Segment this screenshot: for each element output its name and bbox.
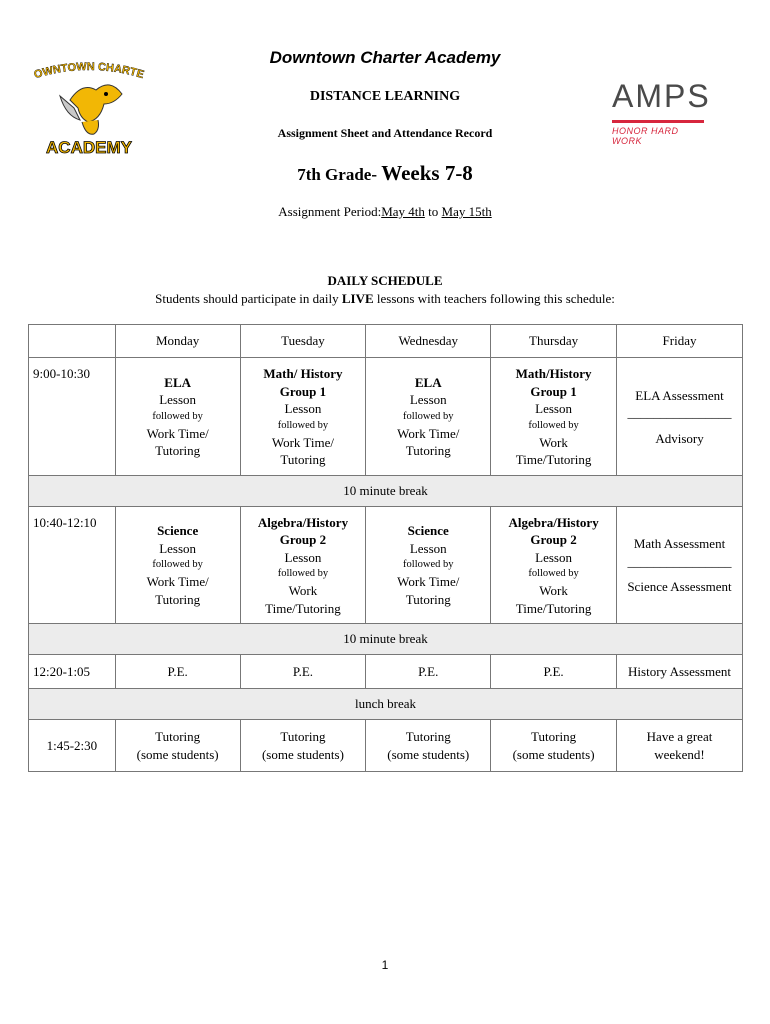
cell-subject: Math/History — [515, 366, 592, 381]
cell-text: Have a great — [646, 729, 713, 744]
cell-text: Work — [288, 583, 318, 598]
cell-text: Lesson — [284, 401, 322, 416]
cell-small-text: followed by — [403, 559, 454, 571]
cell-text: Tutoring — [405, 591, 451, 607]
day-header: Tuesday — [240, 325, 366, 358]
cell-text: Tutoring — [155, 729, 201, 744]
cell-small-text: followed by — [528, 568, 579, 579]
cell-small-text: followed by — [277, 568, 329, 579]
cell-small-text: followed by — [403, 410, 454, 422]
time-slot: 1:45-2:30 — [29, 720, 116, 772]
assignment-period — [0, 204, 770, 220]
cell-subject: ELA — [164, 374, 192, 390]
cell-text: (some students) — [136, 746, 219, 762]
instructions-text: Students should participate in daily — [155, 291, 342, 306]
cell-subject: Science — [407, 523, 449, 539]
time-header — [29, 325, 116, 358]
schedule-table — [28, 324, 743, 772]
friday-cell: History Assessment — [617, 655, 743, 689]
cell-text: Tutoring — [280, 452, 326, 467]
break-label: lunch break — [29, 689, 743, 720]
schedule-cell — [491, 358, 617, 476]
table-row — [29, 720, 743, 772]
cell-group: Group 1 — [279, 383, 327, 399]
cell-text: Tutoring — [531, 729, 577, 744]
cell-text: Lesson — [535, 401, 572, 416]
school-logo — [30, 60, 148, 160]
cell-text: (some students) — [512, 746, 595, 762]
page-number: 1 — [381, 958, 389, 972]
instructions-text-end: lessons with teachers following this schedule: — [373, 291, 615, 306]
cell-subject: ELA — [414, 374, 442, 390]
cell-text: Tutoring — [405, 443, 451, 459]
schedule-cell — [240, 506, 366, 624]
cell-small-text: followed by — [152, 410, 203, 422]
grade-prefix: 7th Grade- — [297, 165, 377, 184]
schedule-cell — [366, 506, 491, 624]
time-slot: 10:40-12:10 — [29, 506, 116, 624]
schedule-cell — [491, 506, 617, 624]
schedule-cell — [115, 506, 240, 624]
cell-subject: Math/ History — [263, 366, 343, 381]
time-slot: 9:00-10:30 — [29, 358, 116, 476]
cell-small-text: followed by — [528, 419, 579, 431]
schedule-cell — [366, 720, 491, 772]
schedule-cell: P.E. — [115, 655, 240, 689]
break-row — [29, 624, 743, 655]
break-label: 10 minute break — [29, 475, 743, 506]
schedule-cell — [115, 358, 240, 476]
friday-cell — [617, 358, 743, 476]
grade-weeks: Weeks 7-8 — [381, 161, 473, 185]
cell-rule: ________________ — [627, 553, 732, 569]
cell-subject: Science — [157, 523, 199, 539]
school-name: Downtown Charter Academy — [269, 48, 501, 67]
amps-logo-tagline: HONOR HARD WORK — [612, 126, 679, 146]
instructions-live: LIVE — [341, 291, 374, 306]
schedule-cell — [240, 358, 366, 476]
cell-small-text: followed by — [152, 559, 203, 571]
schedule-cell — [366, 358, 491, 476]
daily-schedule-heading: DAILY SCHEDULE — [327, 273, 443, 288]
friday-cell — [617, 720, 743, 772]
cell-text: Lesson — [409, 540, 447, 556]
cell-text: Time/Tutoring — [265, 600, 341, 616]
cell-text: Lesson — [409, 392, 447, 408]
cell-text: Work Time/ — [146, 574, 209, 590]
cell-subject: Algebra/History — [257, 514, 349, 530]
cell-text: Lesson — [535, 549, 572, 565]
cell-text: weekend! — [654, 746, 705, 762]
document-subtitle: Assignment Sheet and Attendance Record — [277, 126, 493, 140]
break-label: 10 minute break — [29, 624, 743, 655]
cell-text: ELA Assessment — [635, 387, 724, 403]
cell-text: Tutoring — [155, 591, 201, 607]
cell-text: Advisory — [655, 430, 704, 446]
cell-text: (some students) — [387, 746, 470, 762]
period-end: May 15th — [441, 204, 492, 219]
day-header: Monday — [115, 325, 240, 358]
cell-text: Time/Tutoring — [515, 452, 592, 467]
schedule-cell — [240, 720, 366, 772]
schedule-cell: P.E. — [366, 655, 491, 689]
logo-bottom-text: ACADEMY — [46, 138, 132, 157]
cell-rule: ________________ — [627, 405, 732, 420]
cell-group: Group 2 — [279, 532, 327, 547]
period-label: Assignment Period: — [278, 204, 382, 219]
period-to: to — [428, 204, 439, 219]
period-start: May 4th — [381, 204, 425, 219]
cell-text: Math Assessment — [633, 536, 726, 551]
cell-text: Science Assessment — [627, 579, 732, 594]
friday-cell — [617, 506, 743, 624]
schedule-cell: P.E. — [491, 655, 617, 689]
cell-text: Lesson — [159, 540, 197, 556]
cell-text: Lesson — [284, 549, 322, 565]
table-row — [29, 655, 743, 689]
table-row — [29, 506, 743, 624]
amps-logo-word: AMPS — [612, 78, 711, 114]
break-row — [29, 689, 743, 720]
logo-top-text: OWNTOWN CHARTE — [32, 60, 146, 82]
schedule-cell — [491, 720, 617, 772]
grade-heading — [0, 161, 770, 186]
cell-text: Tutoring — [405, 729, 451, 744]
cell-text: Work Time/ — [146, 425, 209, 441]
cell-text: Tutoring — [280, 729, 326, 744]
cell-subject: Algebra/History — [508, 514, 599, 530]
cell-text: Work — [539, 583, 568, 598]
cell-group: Group 2 — [530, 532, 577, 547]
cell-text: Lesson — [159, 392, 197, 408]
document-title: DISTANCE LEARNING — [309, 89, 461, 104]
amps-logo-bar — [612, 120, 704, 123]
cell-small-text: followed by — [277, 419, 329, 431]
cell-text: Work Time/ — [397, 425, 460, 441]
cell-text: Work Time/ — [397, 574, 460, 590]
schedule-cell: P.E. — [240, 655, 366, 689]
cell-text: Work Time/ — [271, 434, 335, 450]
cell-text: Time/Tutoring — [515, 600, 592, 616]
cell-text: Work — [539, 434, 568, 450]
day-header: Wednesday — [366, 325, 491, 358]
time-slot: 12:20-1:05 — [29, 655, 116, 689]
cell-text: (some students) — [261, 746, 344, 762]
day-header: Thursday — [491, 325, 617, 358]
schedule-cell — [115, 720, 240, 772]
table-row — [29, 358, 743, 476]
table-header-row — [29, 325, 743, 358]
schedule-instructions — [0, 291, 770, 307]
cell-group: Group 1 — [530, 383, 577, 399]
day-header: Friday — [617, 325, 743, 358]
cell-text: Tutoring — [155, 443, 201, 459]
break-row — [29, 475, 743, 506]
